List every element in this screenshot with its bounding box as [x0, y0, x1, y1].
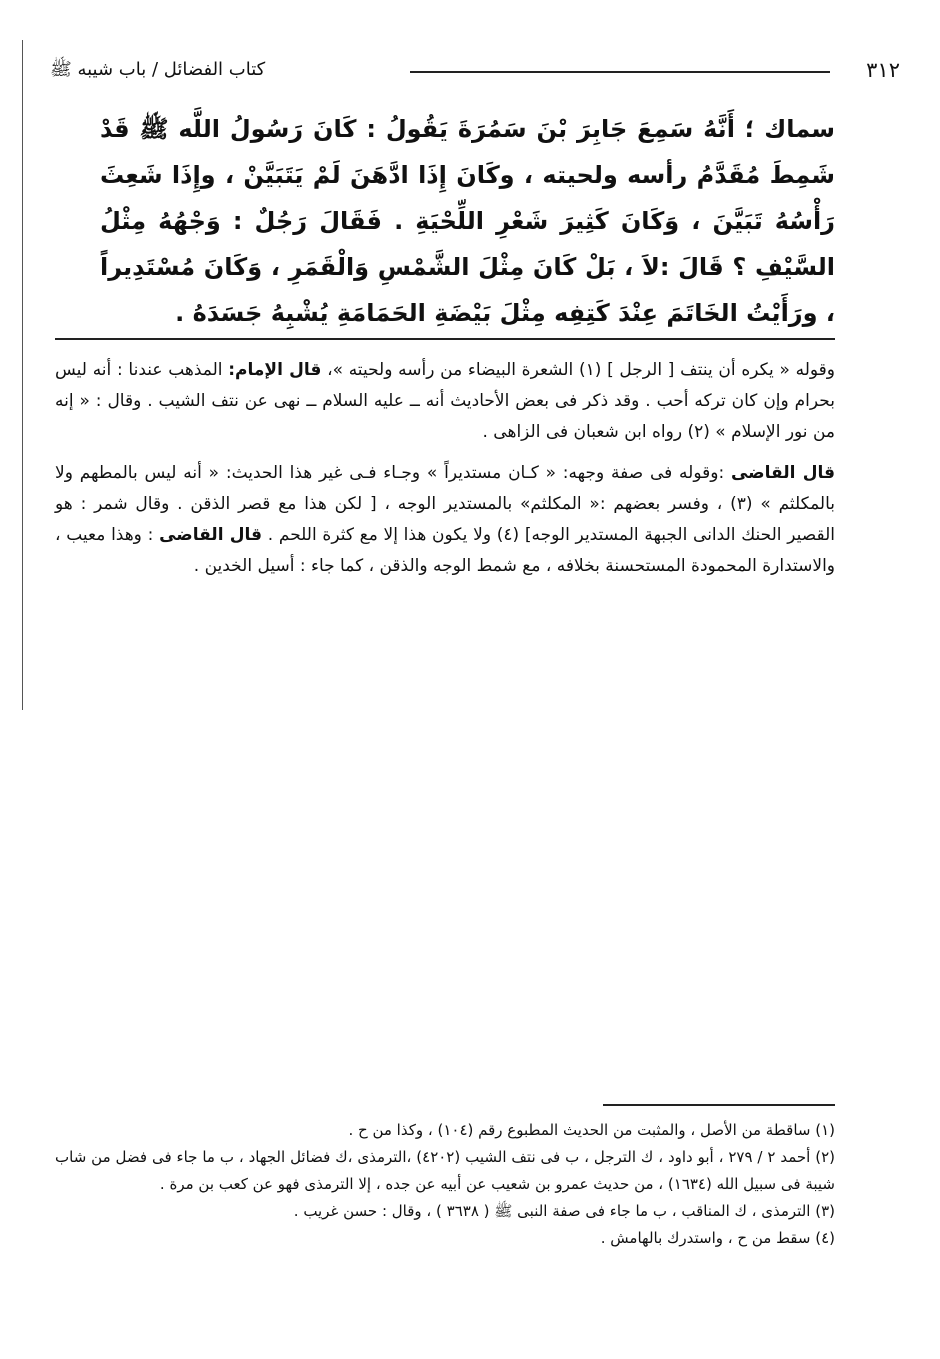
footnote-3: (٣) الترمذى ، ك المناقب ، ب ما جاء فى صفة النبى ﷺ ( ٣٦٣٨ ) ، وقال : حسن غريب .	[293, 1202, 835, 1220]
footnote-ref: (٣)	[730, 494, 753, 514]
footnote-4: (٤) سقط من ح ، واستدرك بالهامش .	[600, 1229, 835, 1247]
commentary-paragraph-2	[55, 458, 835, 582]
text-segment: : وهذا معيب ، والاستدارة المحمودة المستحسنة بخلافه ، مع شمط الوجه والذقن ، كما جاء : أسيل الخدين .	[55, 525, 835, 576]
footnote-divider	[603, 1104, 835, 1106]
header-rule	[410, 71, 830, 73]
footnote-ref: (١)	[578, 360, 602, 380]
speaker-label: قال القاضى	[730, 463, 835, 483]
text-segment: الشعرة البيضاء من رأسه ولحيته »،	[321, 360, 579, 380]
running-title: كتاب الفضائل / باب شيبه ﷺ	[50, 59, 266, 80]
page-number: ٣١٢	[866, 58, 900, 82]
text-segment: رواه ابن شعبان فى الزاهى .	[482, 422, 688, 442]
commentary	[55, 355, 835, 592]
page-edge-line	[22, 40, 23, 710]
footnote-1: (١) ساقطة من الأصل ، والمثبت من الحديث المطبوع رقم (١٠٤) ، وكذا من ح .	[348, 1121, 835, 1139]
section-divider	[55, 338, 835, 340]
text-segment: المذهب عندنا : أنه ليس بحرام وإن كان تركه أحب . وقد ذكر فى بعض الأحاديث أنه ــ عليه السلام ــ نهى عن نتف الشيب . وقال : « إنه من نور الإسلام »	[55, 360, 835, 442]
footnote-ref: (٤)	[496, 525, 520, 545]
text-segment: ، وفسر بعضهم :« المكلثم» بالمستدير الوجه ، [ لكن هذا مع قصر الذقن . وقال شمر : هو القصير الحنك الدانى الجبهة المستدير الوجه]	[55, 494, 836, 545]
text-segment: :وقوله فى صفة وجهه: « كـان مستديراً » وجـاء فـى غير هذا الحديث: « أنه ليس بالمطهم ولا بالمكلثم »	[55, 463, 835, 514]
footnote-ref: (٢)	[687, 422, 710, 442]
hadith-text	[100, 106, 835, 336]
speaker-label: قال القاضى	[159, 525, 263, 545]
commentary-paragraph-1	[55, 355, 835, 448]
speaker-label: قال الإمام:	[228, 360, 322, 380]
hadith-paragraph: سماك ؛ أَنَّهُ سَمِعَ جَابِرَ بْنَ سَمُرَةَ يَقُولُ : كَانَ رَسُولُ اللَّه ﷺ قَدْ شَمِطَ مُقَدَّمُ رأسه ولحيته ، وكَانَ إِذَا ادَّهَنَ لَمْ يَتَبَيَّنْ ، وإِذَا شَعِثَ رَأْسُهُ تَبَيَّنَ ، وَكَانَ كَثِيرَ شَعْرِ اللِّحْيَةِ . فَقَالَ رَجُلٌ : وَجْهُهُ مِثْلُ السَّيْفِ ؟ قَالَ :لاَ ، بَلْ كَانَ مِثْلَ الشَّمْسِ وَالْقَمَرِ ، وَكَانَ مُسْتَدِيراً ، ورَأَيْتُ الخَاتَمَ عِنْدَ كَتِفِه مِثْلَ بَيْضَةِ الحَمَامَةِ يُشْبِهُ جَسَدَهُ .	[100, 115, 835, 327]
text-segment: ولا يكون هذا إلا مع كثرة اللحم .	[262, 525, 497, 545]
footnote-2: (٢) أحمد ٢ / ٢٧٩ ، أبو داود ، ك الترجل ، ب فى نتف الشيب (٤٢٠٢) ،الترمذى ،ك فضائل الجهاد ، ب ما جاء فى فضل من شاب شيبة فى سبيل الله (١٦٣٤) ، من حديث عمرو بن شعيب عن أبيه عن جده ، إلا الترمذى فهو عن كعب بن مرة .	[55, 1148, 835, 1193]
text-segment: وقوله « يكره أن ينتف [ الرجل ]	[601, 360, 835, 380]
page-header	[50, 58, 900, 88]
footnotes	[55, 1117, 835, 1252]
